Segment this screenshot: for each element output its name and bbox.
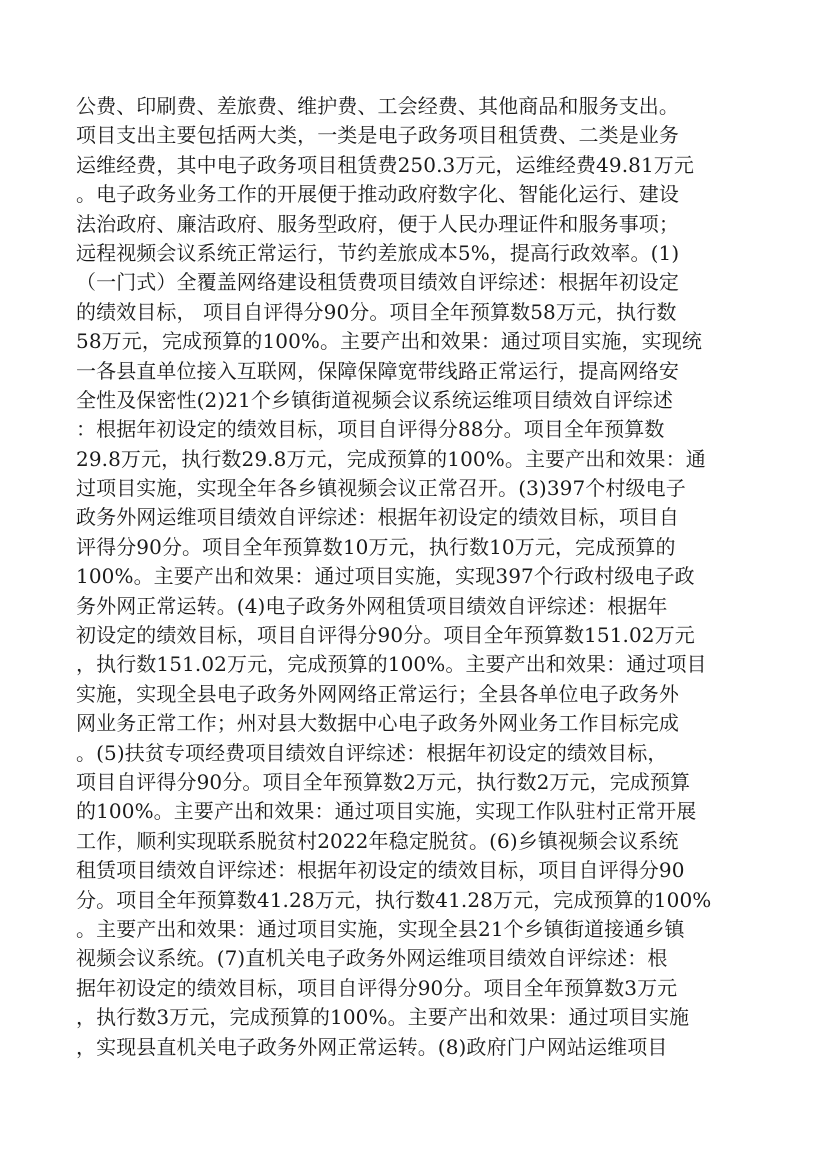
text-line-28: 分。项目全年预算数41.28万元，执行数41.28万元，完成预算的100% — [76, 887, 712, 912]
text-line-16: 评得分90分。项目全年预算数10万元，执行数10万元，完成预算的 — [76, 534, 676, 559]
text-line-24: 项目自评得分90分。项目全年预算数2万元，执行数2万元，完成预算 — [76, 769, 691, 794]
text-line-32: ，执行数3万元，完成预算的100%。主要产出和效果：通过项目实施 — [76, 1005, 690, 1030]
text-line-13: 29.8万元，执行数29.8万元，完成预算的100%。主要产出和效果：通 — [76, 446, 706, 471]
text-line-15: 政务外网运维项目绩效自评综述：根据年初设定的绩效目标，项目自 — [76, 505, 679, 530]
text-line-21: 实施，实现全县电子政务外网网络正常运行；全县各单位电子政务外 — [76, 681, 679, 706]
text-line-18: 务外网正常运转。(4)电子政务外网租赁项目绩效自评综述：根据年 — [76, 593, 668, 618]
text-line-1: 公费、印刷费、差旅费、维护费、工会经费、其他商品和服务支出。 — [76, 94, 679, 118]
text-line-23: 。(5)扶贫专项经费项目绩效自评综述：根据年初设定的绩效目标， — [76, 740, 668, 765]
text-line-26: 工作，顺利实现联系脱贫村2022年稳定脱贫。(6)乡镇视频会议系统 — [76, 828, 679, 853]
text-line-14: 过项目实施，实现全年各乡镇视频会议正常召开。(3)397个村级电子 — [76, 476, 686, 501]
text-line-22: 网业务正常工作；州对县大数据中心电子政务外网业务工作目标完成 — [76, 711, 679, 736]
text-line-27: 租赁项目绩效自评综述：根据年初设定的绩效目标，项目自评得分90 — [76, 858, 685, 883]
text-line-20: ，执行数151.02万元，完成预算的100%。主要产出和效果：通过项目 — [76, 652, 707, 677]
text-line-4: 。电子政务业务工作的开展便于推动政府数字化、智能化运行、建设 — [76, 182, 679, 207]
text-line-29: 。主要产出和效果：通过项目实施，实现全县21个乡镇街道接通乡镇 — [76, 916, 685, 941]
text-line-8: 的绩效目标， 项目自评得分90分。项目全年预算数58万元，执行数 — [76, 299, 677, 324]
text-line-17: 100%。主要产出和效果：通过项目实施，实现397个行政村级电子政 — [76, 564, 695, 589]
text-line-33: ，实现县直机关电子政务外网正常运转。(8)政府门户网站运维项目 — [76, 1034, 668, 1059]
text-line-7: （一门式）全覆盖网络建设租赁费项目绩效自评综述：根据年初设定 — [76, 270, 679, 295]
body-text — [76, 92, 776, 1062]
text-line-3: 运维经费，其中电子政务项目租赁费250.3万元，运维经费49.81万元 — [76, 152, 695, 177]
text-line-2: 项目支出主要包括两大类，一类是电子政务项目租赁费、二类是业务 — [76, 123, 679, 148]
text-line-6: 远程视频会议系统正常运行，节约差旅成本5%，提高行政效率。(1) — [76, 240, 680, 265]
text-line-30: 视频会议系统。(7)直机关电子政务外网运维项目绩效自评综述：根 — [76, 946, 668, 971]
text-line-19: 初设定的绩效目标，项目自评得分90分。项目全年预算数151.02万元 — [76, 623, 695, 648]
text-line-11: 全性及保密性(2)21个乡镇街道视频会议系统运维项目绩效自评综述 — [76, 387, 673, 412]
text-line-31: 据年初设定的绩效目标，项目自评得分90分。项目全年预算数3万元 — [76, 975, 678, 1000]
text-line-9: 58万元，完成预算的100%。主要产出和效果：通过项目实施，实现统 — [76, 329, 702, 354]
text-line-5: 法治政府、廉洁政府、服务型政府，便于人民办理证件和服务事项； — [76, 211, 679, 236]
text-line-12: ：根据年初设定的绩效目标，项目自评得分88分。项目全年预算数 — [76, 417, 665, 442]
text-line-10: 一各县直单位接入互联网，保障保障宽带线路正常运行，提高网络安 — [76, 358, 679, 383]
text-line-25: 的100%。主要产出和效果：通过项目实施，实现工作队驻村正常开展 — [76, 799, 697, 824]
